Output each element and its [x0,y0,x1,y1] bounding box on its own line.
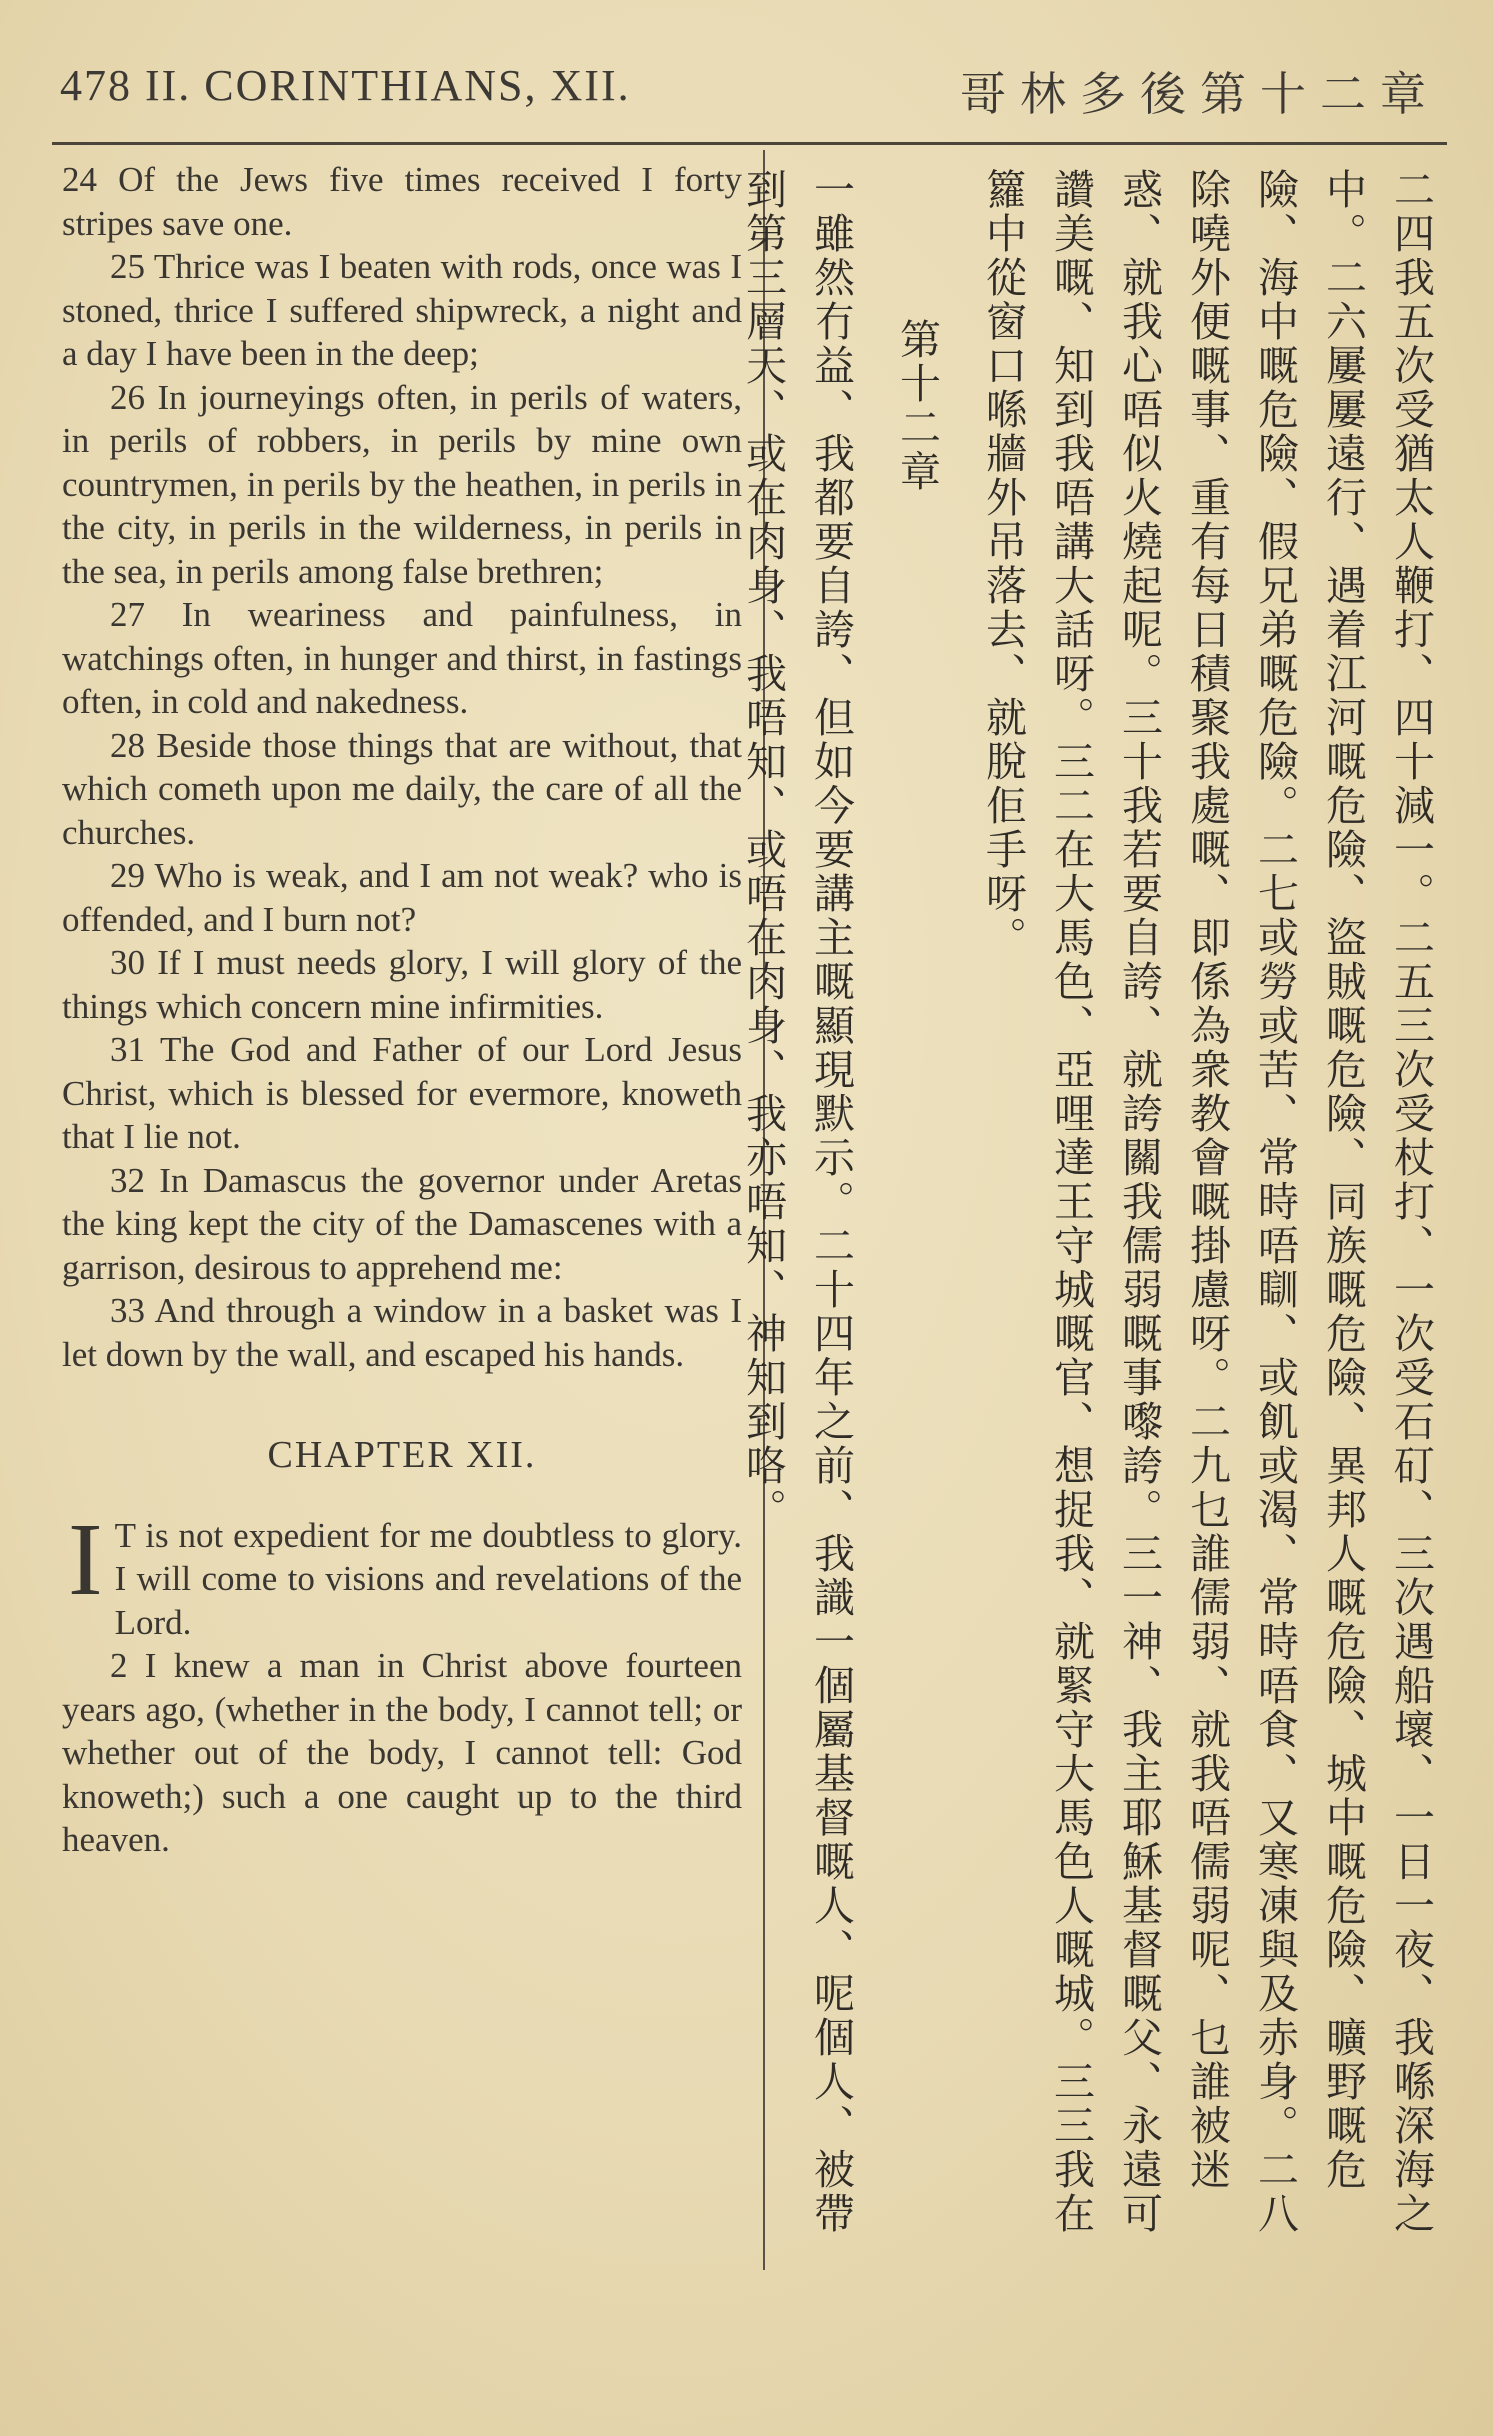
running-head-english: 478 II. CORINTHIANS, XII. [60,61,631,110]
verse-31: 31 The God and Father of our Lord Jesus Christ, which is blessed for evermore, knoweth that I lie not. [62,1030,742,1156]
verse-25: 25 Thrice was I beaten with rods, once was I stoned, thrice I suffered shipwreck, a night and a day I have been in the deep; [62,247,742,373]
chinese-verses-1-2: 一雖然冇益、我都要自誇、但如今要講主嘅顯現默示。二十四年之前、我識一個屬基督嘅人、呢個人、被帶到第三層天、或在肉身、我唔知、或唔在肉身、我亦唔知、神知到咯。 [739,168,855,2236]
verse-33: 33 And through a window in a basket was I let down by the wall, and escaped his hands. [62,1291,742,1374]
chapter-verse-1 [62,1501,742,1645]
verse-28: 28 Beside those things that are without, that which cometh upon me daily, the care of all the churches. [62,725,742,852]
english-column [62,158,742,1862]
verse-29: 29 Who is weak, and I am not weak? who is offended, and I burn not? [62,856,742,939]
drop-cap: I [68,1501,103,1617]
chapter-verse-1-text: T is not expedient for me doubtless to glory. I will come to visions and revelations of the Lord. [114,1515,742,1642]
running-head-chinese: 哥林多後第十二章 [960,67,1440,121]
chinese-column [739,168,1445,2278]
header-rule [52,142,1447,145]
verse-26: 26 In journeyings often, in perils of waters, in perils of robbers, in perils by mine own countrymen, in perils by the heathen, in perils in the city, in perils in the wilderness, in perils in the sea, in perils among false brethren; [62,377,742,591]
verse-32: 32 In Damascus the governor under Aretas the king kept the city of the Damascenes with a garrison, desirous to apprehend me: [62,1160,742,1287]
chapter-heading: CHAPTER XII. [267,1434,537,1476]
verse-24: 24 Of the Jews five times received I forty stripes save one. [62,160,742,243]
page-header [60,60,1450,130]
verse-30: 30 If I must needs glory, I will glory of the things which concern mine infirmities. [62,943,742,1026]
chinese-verses-24-33: 二四我五次受猶太人鞭打、四十減一。二五三次受杖打、一次受石矴、三次遇船壞、一日一夜、我喺深海之中。二六屢屢遠行、遇着江河嘅危險、盜賊嘅危險、同族嘅危險、異邦人嘅危險、城中嘅危險、曠野嘅危險、海中嘅危險、假兄弟嘅危險。二七或勞或苦、常時唔瞓、或飢或渴、常時唔食、又寒凍與及赤身。二八除嘵外便嘅事、重有每日積聚我處嘅、即係為衆教會嘅掛慮呀。二九乜誰儒弱、就我唔儒弱呢、乜誰被迷惑、就我心唔似火燒起呢。三十我若要自誇、就誇關我儒弱嘅事嚟誇。三一神、我主耶穌基督嘅父、永遠可讚美嘅、知到我唔講大話呀。三二在大馬色、亞哩達王守城嘅官、想捉我、就緊守大馬色人嘅城。三三我在籮中從窗口喺牆外吊落去、就脫佢手呀。 [979,168,1435,2236]
verse-27: 27 In weariness and painfulness, in watchings often, in hunger and thirst, in fastings often, in cold and nakedness. [62,595,742,721]
chapter-verse-2: 2 I knew a man in Christ above fourteen years ago, (whether in the body, I cannot tell; or whether out of the body, I cannot tell: God knoweth;) such a one caught up to the third heaven. [62,1646,742,1859]
chinese-chapter-heading: 第十二章 [893,318,941,494]
